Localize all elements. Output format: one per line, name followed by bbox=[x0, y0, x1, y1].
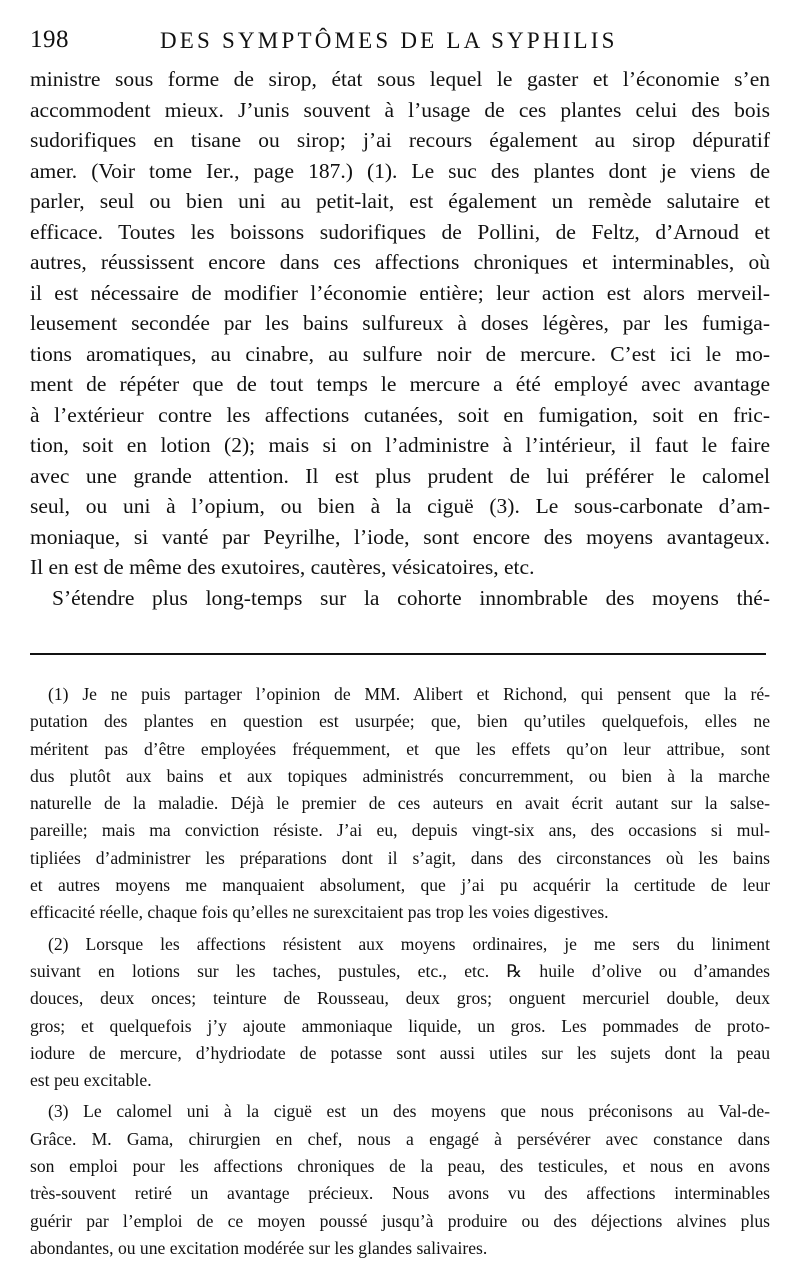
footnote-separator bbox=[30, 653, 766, 655]
footnote-1 bbox=[30, 681, 770, 927]
text-line: tion, soit en lotion (2); mais si on l’administre à l’intérieur, il faut le faire bbox=[30, 433, 770, 457]
page-header bbox=[30, 14, 772, 58]
footnotes bbox=[30, 681, 770, 1262]
footnote-line: (1) Je ne puis partager l’opinion de MM. Alibert et Richond, qui pensent que la ré- bbox=[48, 684, 770, 704]
text-line: autres, réussissent encore dans ces affections chroniques et interminables, où bbox=[30, 250, 770, 274]
text-line: ment de répéter que de tout temps le mercure a été employé avec avantage bbox=[30, 372, 770, 396]
footnote-line: gros; et quelquefois j’y ajoute ammoniaque liquide, un gros. Les pommades de proto- bbox=[30, 1015, 770, 1036]
footnote-line: putation des plantes en question est usurpée; que, bien qu’utiles quelquefois, elles ne bbox=[30, 711, 770, 732]
text-line: tions aromatiques, au cinabre, au sulfure noir de mercure. C’est ici le mo- bbox=[30, 341, 770, 366]
text-line: seul, ou uni à l’opium, ou bien à la ciguë (3). Le sous-carbonate d’am- bbox=[30, 494, 770, 518]
text-line: S’étendre plus long-temps sur la cohorte innombrable des moyens thé- bbox=[52, 585, 770, 610]
footnote-2 bbox=[30, 931, 770, 1095]
text-line: ministre sous forme de sirop, état sous lequel le gaster et l’économie s’en bbox=[30, 67, 770, 91]
footnote-line: efficacité réelle, chaque fois qu’elles ne surexcitaient pas trop les voies digestives. bbox=[30, 902, 609, 923]
footnote-line: guérir par l’emploi de ce moyen poussé jusqu’à produire ou des déjections alvines plus bbox=[30, 1210, 770, 1231]
text-line: à l’extérieur contre les affections cutanées, soit en fumigation, soit en fric- bbox=[30, 402, 770, 427]
footnote-line: tipliées d’administrer les préparations dont il s’agit, dans des circonstances où les bains bbox=[30, 847, 770, 868]
footnote-line: iodure de mercure, d’hydriodate de potasse sont aussi utiles sur les sujets dont la peau bbox=[30, 1042, 770, 1063]
main-text bbox=[30, 64, 770, 613]
text-line: parler, seul ou bien uni au petit-lait, est également un remède salutaire et bbox=[30, 189, 770, 213]
text-line: leusement secondée par les bains sulfureux à doses légères, par les fumiga- bbox=[30, 311, 770, 335]
footnote-line: douces, deux onces; teinture de Rousseau, deux gros; onguent mercuriel double, deux bbox=[30, 988, 770, 1009]
footnote-line: très-souvent retiré un avantage précieux. Nous avons vu des affections interminables bbox=[30, 1183, 770, 1204]
footnote-line: et autres moyens me manquaient absolument, que j’ai pu acquérir la certitude de leur bbox=[30, 875, 770, 896]
footnote-line: (3) Le calomel uni à la ciguë est un des moyens que nous préconisons au Val-de- bbox=[48, 1101, 770, 1122]
text-line: amer. (Voir tome Ier., page 187.) (1). Le suc des plantes dont je viens de bbox=[30, 158, 770, 183]
footnote-line: son emploi pour les affections chroniques de la peau, des testicules, et nous en avons bbox=[30, 1156, 770, 1177]
text-line: moniaque, si vanté par Peyrilhe, l’iode, sont encore des moyens avantageux. bbox=[30, 524, 770, 549]
footnote-line: abondantes, ou une excitation modérée sur les glandes salivaires. bbox=[30, 1237, 488, 1258]
page-number: 198 bbox=[30, 26, 69, 53]
footnote-line: pareille; mais ma conviction résiste. J’ai eu, depuis vingt-six ans, des occasions si mul- bbox=[30, 820, 770, 841]
footnote-line: suivant en lotions sur les taches, pustules, etc., etc. ℞ huile d’olive ou d’amandes bbox=[30, 960, 770, 981]
text-line: sudorifiques en tisane ou sirop; j’ai recours également au sirop dépuratif bbox=[30, 128, 770, 152]
running-title: DES SYMPTÔMES DE LA SYPHILIS bbox=[160, 28, 618, 53]
footnote-line: naturelle de la maladie. Déjà le premier de ces auteurs en avait écrit autant sur la salse- bbox=[30, 793, 770, 814]
text-line: avec une grande attention. Il est plus prudent de lui préférer le calomel bbox=[30, 463, 770, 488]
text-line: il est nécessaire de modifier l’économie entière; leur action est alors merveil- bbox=[30, 280, 770, 305]
footnote-line: est peu excitable. bbox=[30, 1070, 152, 1091]
footnote-line: méritent pas d’être employées fréquemment, et que les effets qu’on leur attribue, sont bbox=[30, 738, 770, 759]
footnote-line: dus plutôt aux bains et aux topiques administrés concurremment, ou bien à la marche bbox=[30, 765, 770, 786]
footnote-line: Grâce. M. Gama, chirurgien en chef, nous a engagé à persévérer avec constance dans bbox=[30, 1128, 770, 1149]
text-line: efficace. Toutes les boissons sudorifiques de Pollini, de Feltz, d’Arnoud et bbox=[30, 219, 770, 244]
text-line: accommodent mieux. J’unis souvent à l’usage de ces plantes celui des bois bbox=[30, 97, 770, 122]
text-line: Il en est de même des exutoires, cautères, vésicatoires, etc. bbox=[30, 555, 535, 579]
footnote-line: (2) Lorsque les affections résistent aux moyens ordinaires, je me sers du liniment bbox=[48, 933, 770, 954]
footnote-3 bbox=[30, 1098, 770, 1262]
